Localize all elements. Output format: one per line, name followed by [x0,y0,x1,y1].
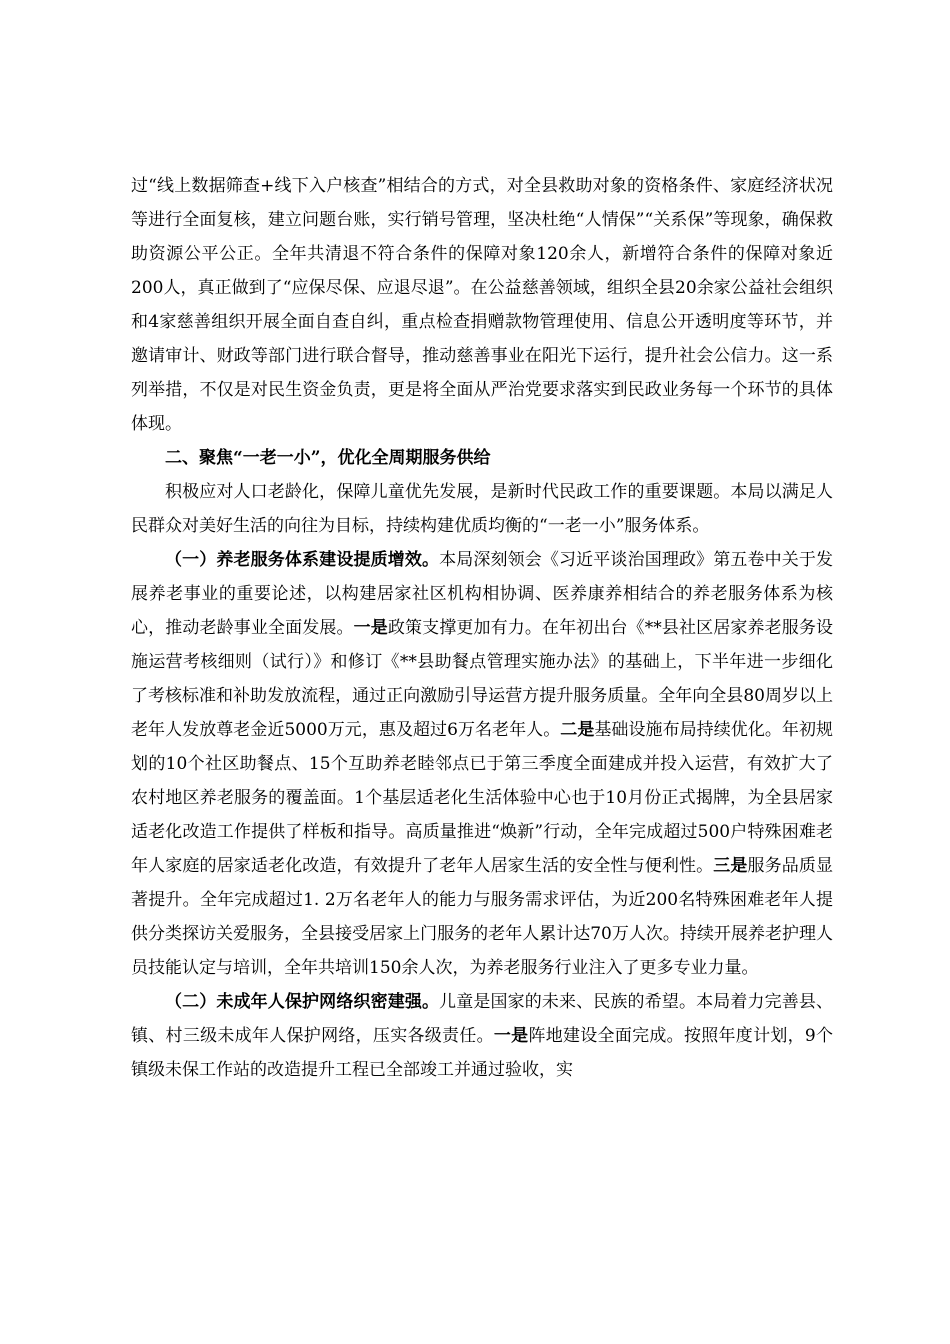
paragraph-text: 阵地建设全面完成。按照年度计划，9个镇级未保工作站的改造提升工程已全部竣工并通过验收，实 [131,1026,834,1080]
point-marker: 一是 [493,1026,529,1046]
paragraph-text: 政策支撑更加有力。在年初出台《**县社区居家养老服务设施运营考核细则（试行）》和修订《**县助餐点管理实施办法》的基础上，下半年进一步细化了考核标准和补助发放流程，通过正向激励引导运营方提升服务质量。全年向全县80周岁以上老年人发放尊老金近5000万元，惠及超过6万名老年人。 [131,618,833,740]
point-marker: 二是 [560,720,595,740]
body-paragraph: 过“线上数据筛查+线下入户核查”相结合的方式，对全县救助对象的资格条件、家庭经济状况等进行全面复核，建立问题台账，实行销号管理，坚决杜绝“人情保”“关系保”等现象，确保救助资源公平公正。全年共清退不符合条件的保障对象120余人，新增符合条件的保障对象近200人，真正做到了“应保尽保、应退尽退”。在公益慈善领域，组织全县20余家公益社会组织和4家慈善组织开展全面自查自纠，重点检查捐赠款物管理使用、信息公开透明度等环节，并邀请审计、财政等部门进行联合督导，推动慈善事业在阳光下运行，提升社会公信力。这一系列举措，不仅是对民生资金负责，更是将全面从严治党要求落实到民政业务每一个环节的具体体现。 [131,176,833,434]
document-page [131,169,833,1087]
point-marker: 三是 [713,856,748,876]
section-heading: 二、聚焦“一老一小”，优化全周期服务供给 [165,448,491,468]
minor-protection-paragraph [131,985,833,1087]
paragraph-text: 基础设施布局持续优化。年初规划的10个社区助餐点、15个互助养老睦邻点已于第三季度全面建成并投入运营，有效扩大了农村地区养老服务的覆盖面。1个基层适老化生活体验中心也于10月份正式揭牌，为全县居家适老化改造工作提供了样板和指导。高质量推进“焕新”行动，全年完成超过500户特殊困难老年人家庭的居家适老化改造，有效提升了老年人居家生活的安全性与便利性。 [131,720,834,876]
paragraph-text: 本局深刻领会《习近平谈治国理政》第五卷中关于发展养老事业的重要论述，以构建居家社区机构相协调、医养康养相结合的养老服务体系为核心，推动老龄事业全面发展。 [131,550,834,638]
sub-heading-pension: （一）养老服务体系建设提质增效。 [165,550,440,570]
paragraph-text: 儿童是国家的未来、民族的希望。本局着力完善县、镇、村三级未成年人保护网络，压实各级责任。 [131,992,834,1046]
body-paragraph: 积极应对人口老龄化，保障儿童优先发展，是新时代民政工作的重要课题。本局以满足人民群众对美好生活的向往为目标，持续构建优质均衡的“一老一小”服务体系。 [131,482,833,536]
pension-service-paragraph [131,543,833,985]
point-marker: 一是 [353,618,388,638]
sub-heading-minor-protection: （二）未成年人保护网络织密建强。 [165,992,440,1012]
paragraph-text: 服务品质显著提升。全年完成超过1. 2万名老年人的能力与服务需求评估，为近200名特殊困难老年人提供分类探访关爱服务，全县接受居家上门服务的老年人累计达70万人次。持续开展养老护理人员技能认定与培训，全年共培训150余人次，为养老服务行业注入了更多专业力量。 [131,856,833,978]
